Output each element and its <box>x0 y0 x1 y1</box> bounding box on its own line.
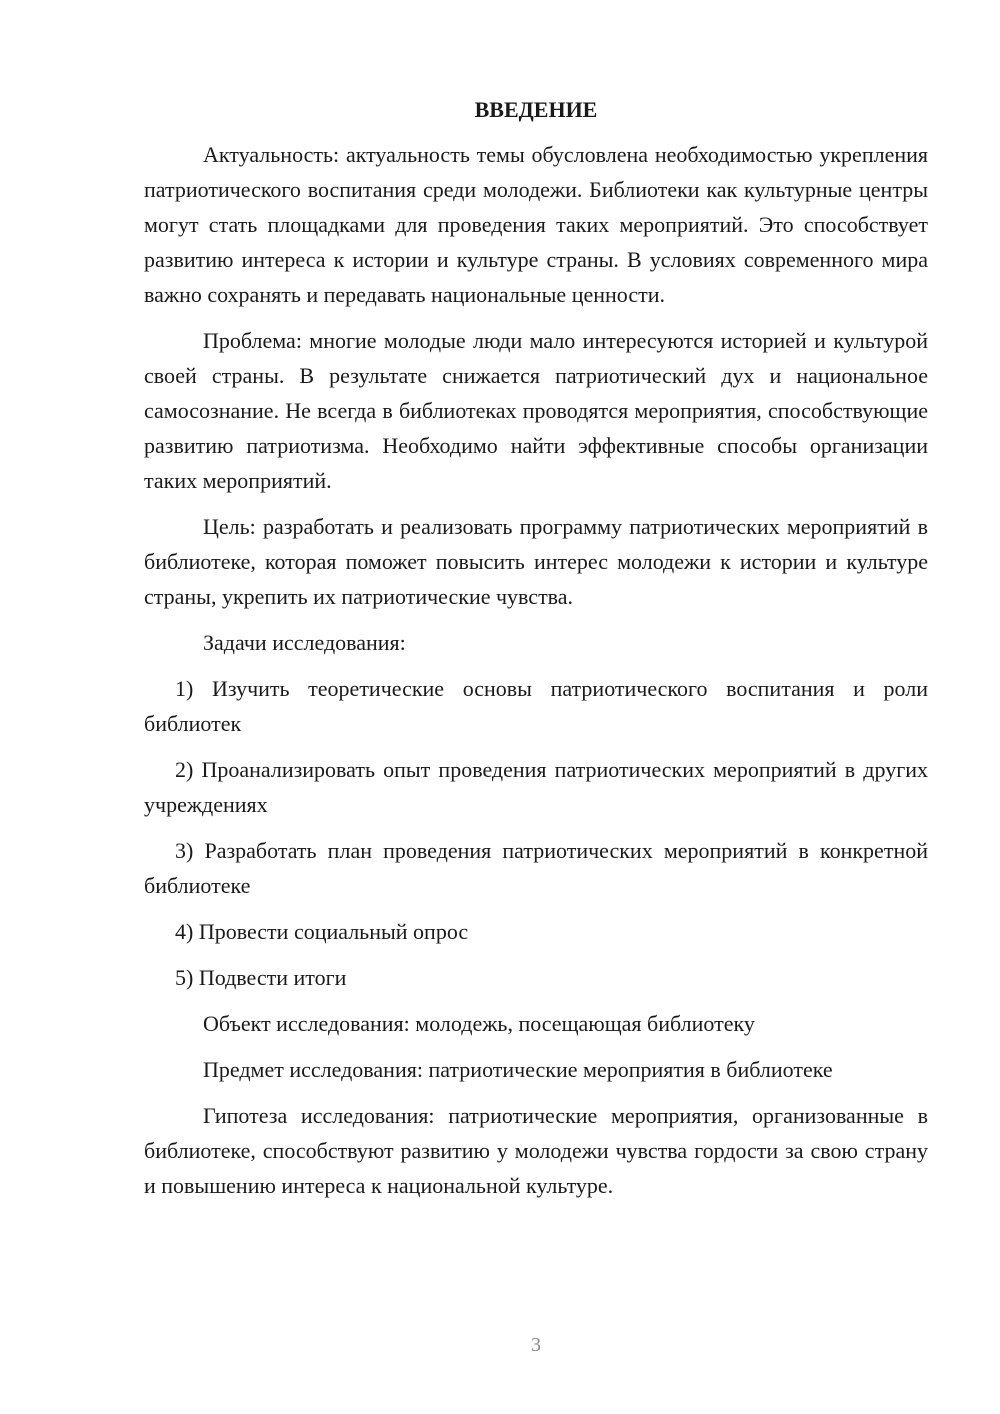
problem-paragraph: Проблема: многие молодые люди мало интересуются историей и культурой своей страны. В результате снижается патриотический дух и национальное самосознание. Не всегда в библиотеках проводятся мероприятия, способствующие развитию патриотизма. Необходимо найти эффективные способы организации таких мероприятий. <box>144 328 928 493</box>
relevance-paragraph: Актуальность: актуальность темы обусловлена необходимостью укрепления патриотического воспитания среди молодежи. Библиотеки как культурные центры могут стать площадками для проведения таких мероприятий. Это способствует развитию интереса к истории и культуре страны. В условиях современного мира важно сохранять и передавать национальные ценности. <box>144 142 928 307</box>
document-page <box>144 92 928 1203</box>
task-item-4: 4) Провести социальный опрос <box>175 919 469 944</box>
task-item-1: 1) Изучить теоретические основы патриотического воспитания и роли библиотек <box>144 676 928 736</box>
goal-paragraph: Цель: разработать и реализовать программу патриотических мероприятий в библиотеке, которая поможет повысить интерес молодежи к истории и культуре страны, укрепить их патриотические чувства. <box>144 514 928 609</box>
task-item-2: 2) Проанализировать опыт проведения патриотических мероприятий в других учреждениях <box>144 757 928 817</box>
page-number: 3 <box>531 1334 541 1356</box>
task-item-5: 5) Подвести итоги <box>175 965 347 990</box>
section-heading: ВВЕДЕНИЕ <box>474 97 598 122</box>
subject-paragraph: Предмет исследования: патриотические мероприятия в библиотеке <box>203 1057 833 1082</box>
task-item-3: 3) Разработать план проведения патриотических мероприятий в конкретной библиотеке <box>144 838 928 898</box>
object-paragraph: Объект исследования: молодежь, посещающая библиотеку <box>203 1011 755 1036</box>
tasks-title: Задачи исследования: <box>203 630 406 655</box>
hypothesis-paragraph: Гипотеза исследования: патриотические мероприятия, организованные в библиотеке, способствуют развитию у молодежи чувства гордости за свою страну и повышению интереса к национальной культуре. <box>144 1103 928 1198</box>
